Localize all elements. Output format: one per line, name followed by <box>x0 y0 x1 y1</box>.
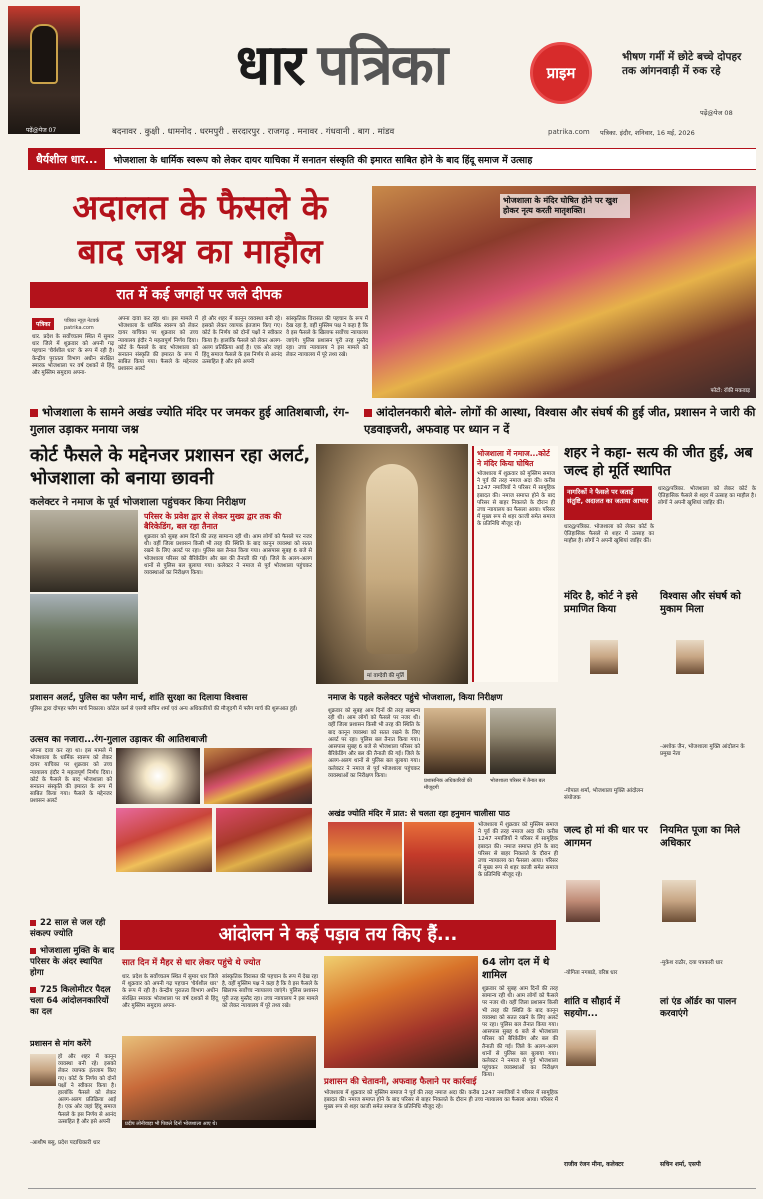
right-sub6: लां एंड ऑर्डर का पालन करवाएंगे <box>660 997 737 1019</box>
right-name5: राजीव रंजन मीना, कलेक्टर <box>564 1161 624 1168</box>
teaser-box[interactable] <box>622 50 754 102</box>
story2-body: शुक्रवार को सुबह आम दिनों की तरह सामान्य रही थी। आम लोगों को फैसले पर नजर थी। वहीं जिला प्रशासन किसी भी तरह की स्थिति के बाद कानून व्यवस्था को सतत रखने के लिए अलर्ट पर रहा। पुलिस बल तैनात किया गया। आसपास सुबह 6 बजे से भोजशाला परिसर को बैरिकेडिंग और बल की तैनाती की गई। जिले के अलग-अलग थानों से पुलिस बल बुलाया गया। कलेक्टर ने नमाज से पूर्व भोजशाला पहुंचकर व्यवस्थाओं का निरीक्षण किया। <box>144 534 312 577</box>
collector-photo-2 <box>490 708 556 774</box>
right-name1: -गोपाल शर्मा, भोजशाला मुक्ति आंदोलन संयोजक <box>564 788 644 801</box>
sub-banner-right-text: आंदोलनकारी बोले- लोगों की आस्था, विश्वास और संघर्ष की हुई जीत, प्रशासन ने जारी की एडवाइजरी, अफवाह पर ध्यान न दें <box>364 405 756 436</box>
patrika-logo: पत्रिका <box>32 318 54 330</box>
portrait-3 <box>566 880 600 922</box>
sidebar-title: भोजशाला में नमाज...कोर्ट ने मंदिर किया घोषित <box>477 449 550 468</box>
lead-col-1: धार. प्रदेश के सर्वोच्चतम स्थित में सुमार धार जिले में शुक्रवार को अपनी गढ़ पहचान 'धैर्यशील धार' के रूप में रही है। केन्द्रीय पुरातत्व विभाग अधीन संरक्षित स्मारक भोजशाला पर वर्ष दशकों से हिंदू और मुस्लिम समुदाय अपना- <box>32 334 114 377</box>
lead-byline: पत्रिका न्यूज़ नेटवर्क patrika.com <box>64 318 100 331</box>
flag-march-body: पुलिस द्वारा दोपहर फ्लैग मार्च निकाला। कोटेल कर्म से एसपी सचिन शर्मा एवं अन्य अधिकारियों की मौजूदगी में फ्लैग मार्च की शुरूआत हुई। <box>30 706 298 712</box>
story2-deck: कलेक्टर ने नमाज के पूर्व भोजशाला पहुंचकर किया निरीक्षण <box>30 497 246 508</box>
warning-text: प्रशासन की चेतावनी, अफवाह फैलाने पर कार्रवाई <box>324 1077 477 1087</box>
right-name4: -योगिता नगबाडे, वरिष्ठ धार <box>564 970 618 976</box>
site-url[interactable]: patrika.com <box>548 128 590 136</box>
utsav-photo-1 <box>204 748 312 804</box>
title-dhar: धार <box>235 32 304 98</box>
bullet-2 <box>30 946 116 979</box>
warning-body: भोजशाला में शुक्रवार को मुस्लिम समाज ने पूर्व की तरह नमाज अदा की। करीब 1247 नमाजियों ने परिसर में सामूहिक इबादत की। नमाज समाप्त होने के बाद परिसर से बाहर निकलते के दौरान ही उच्च न्यायालय का फैसला आया। परिसर में मुख्य रूप से शहर काजी समेत समाज के प्रतिनिधि मौजूद रहे। <box>324 1090 558 1111</box>
right-name3: -मुकेश राठौर, दया पत्रकारी धार <box>660 960 723 966</box>
teaser-text: भीषण गर्मी में छोटे बच्चे दोपहर तक आंगनवाड़ी में रुक रहे <box>622 51 742 77</box>
photo-credit: फोटो: रॉकी मकवाड़ <box>710 388 750 394</box>
right-sub5: शांति व सौहार्द में सहयोग... <box>564 997 621 1019</box>
banner-tag: धैर्यशील धार... <box>28 149 105 169</box>
warning-headline <box>324 1076 558 1087</box>
lead-col-3: हो और शहर में कानून व्यवस्था बनी रहे। इसको लेकर व्यापक इंतजाम किए गए। कोर्ट के निर्णय को दोनों पक्षों ने स्वीकार किया है। हालांकि फैसले को लेकर अलग-अलग प्रतिक्रिया आई है। एक ओर जहां हिंदू समाज फैसले के इस निर्णय से आनंद उत्साहित है और इसे अपनी <box>202 316 282 366</box>
masthead-title <box>176 28 506 98</box>
sub-banner-right <box>364 404 756 440</box>
portrait-1 <box>590 640 618 674</box>
hanuman-headline: अखंड ज्योति मंदिर में प्रात: से चलता रहा हनुमान चालीसा पाठ <box>328 809 510 818</box>
story2-photo-2 <box>30 594 138 684</box>
portrait-4 <box>662 880 696 922</box>
bullet-square <box>30 409 38 417</box>
story2-headline: कोर्ट फैसले के मद्देनजर प्रशासन रहा अलर्ट, भोजशाला को बनाया छावनी <box>30 445 311 489</box>
demand-headline: प्रशासन से मांग करेंगे <box>30 1039 91 1048</box>
collector-cap-left: प्रशासनिक अधिकारियों की मौजूदगी <box>424 778 473 791</box>
right-sub3: जल्द हो मां की धार पर आगमन <box>564 825 648 849</box>
teaser-page-ref: पढ़ें@पेज 08 <box>700 109 733 117</box>
sub-banner-left-text: भोजशाला के सामने अखंड ज्योति मंदिर पर जमकर हुई आतिशबाजी, रंग-गुलाल उड़ाकर मनाया जश्न <box>30 405 350 436</box>
story2-photo-1 <box>30 510 138 592</box>
andolan-photo-collage <box>324 956 478 1068</box>
lead-subhead: रात में कई जगहों पर जले दीपक <box>30 282 368 308</box>
title-patrika: पत्रिका <box>317 32 447 98</box>
statue-caption: मां वाग्देवी की मूर्ति <box>364 670 407 680</box>
deity-figure <box>30 24 58 84</box>
demand-body: हो और शहर में कानून व्यवस्था बनी रहे। इसको लेकर व्यापक इंतजाम किए गए। कोर्ट के निर्णय को दोनों पक्षों ने स्वीकार किया है। हालांकि फैसले को लेकर अलग-अलग प्रतिक्रिया आई है। एक ओर जहां हिंदू समाज फैसले के इस निर्णय से आनंद उत्साहित है और इसे अपनी <box>58 1054 116 1125</box>
statue-figure <box>366 464 418 654</box>
right-sub2: विश्वास और संघर्ष को मुकाम मिला <box>660 591 741 615</box>
lead-headline-1: अदालत के फैसले के <box>72 188 328 228</box>
jyoti-body-1: धार. प्रदेश के सर्वोच्चतम स्थित में सुमार धार जिले में शुक्रवार को अपनी गढ़ पहचान 'धैर्यशील धार' के रूप में रही है। केन्द्रीय पुरातत्व विभाग अधीन संरक्षित स्मारक भोजशाला पर वर्ष दशकों से हिंदू और मुस्लिम समुदाय अपना- <box>122 974 218 1009</box>
bullet-square <box>30 987 36 993</box>
top-banner <box>28 148 756 170</box>
andolan-banner: आंदोलन ने कई पड़ाव तय किए हैं... <box>120 920 556 950</box>
bullet-list <box>30 918 116 1018</box>
dal-headline: 64 लोग दल में थे शामिल <box>482 957 550 981</box>
dal-body: शुक्रवार को सुबह आम दिनों की तरह सामान्य रही थी। आम लोगों को फैसले पर नजर थी। वहीं जिला प्रशासन किसी भी तरह की स्थिति के बाद कानून व्यवस्था को सतत रखने के लिए अलर्ट पर रहा। पुलिस बल तैनात किया गया। आसपास सुबह 6 बजे से भोजशाला परिसर को बैरिकेडिंग और बल की तैनाती की गई। जिले के अलग-अलग थानों से पुलिस बल बुलाया गया। कलेक्टर ने नमाज से पूर्व भोजशाला पहुंचकर व्यवस्थाओं का निरीक्षण किया। <box>482 986 558 1079</box>
collector-photo-1 <box>424 708 486 774</box>
right-sub1: मंदिर है, कोर्ट ने इसे प्रमाणित किया <box>564 591 638 615</box>
bullet-square <box>30 920 36 926</box>
photo-caption: भोजशाला के मंदिर घोषित होने पर खुश होकर नृत्य करती मातृशक्ति। <box>500 194 630 218</box>
sub-banner-left <box>30 404 360 440</box>
utsav-headline: उत्सव का नजारा...रंग-गुलाल उड़ाकर की आतिशबाजी <box>30 735 208 745</box>
bullet-square <box>364 409 372 417</box>
masthead-left-photo <box>8 6 80 134</box>
story2-kicker: परिसर के प्रवेश द्वार से लेकर मुख्य द्वार तक की बैरिकेडिंग, बल रहा तैनात <box>144 512 282 531</box>
utsav-body: अपना दावा कर रहा था। इस मामले में भोजशाला के धार्मिक स्वरूप को लेकर दायर याचिका पर शुक्रवार को उच्च न्यायालय इंदौर ने महत्वपूर्ण निर्णय दिया। कोर्ट के फैसले के बाद भोजशाला को सनातन संस्कृति की इमारत के रूप में साबित किया गया। फैसले के मद्देनजर प्रशासन अलर्ट <box>30 748 112 805</box>
utsav-photo-2 <box>116 808 212 872</box>
bullet-2-text: भोजशाला मुक्ति के बाद परिसर के अंदर स्थापित होगा <box>30 946 115 978</box>
prime-label: प्राइम <box>546 64 576 82</box>
hanuman-body: भोजशाला में शुक्रवार को मुस्लिम समाज ने पूर्व की तरह नमाज अदा की। करीब 1247 नमाजियों ने परिसर में सामूहिक इबादत की। नमाज समाप्त होने के बाद परिसर से बाहर निकलते के दौरान ही उच्च न्यायालय का फैसला आया। परिसर में मुख्य रूप से शहर काजी समेत समाज के प्रतिनिधि मौजूद रहे। <box>478 822 558 879</box>
lead-col-2: अपना दावा कर रहा था। इस मामले में भोजशाला के धार्मिक स्वरूप को लेकर दायर याचिका पर शुक्रवार को उच्च न्यायालय इंदौर ने महत्वपूर्ण निर्णय दिया। कोर्ट के फैसले के बाद भोजशाला को सनातन संस्कृति की इमारत के रूप में साबित किया गया। फैसले के मद्देनजर प्रशासन अलर्ट <box>118 316 198 373</box>
collector-body: शुक्रवार को सुबह आम दिनों की तरह सामान्य रही थी। आम लोगों को फैसले पर नजर थी। वहीं जिला प्रशासन किसी भी तरह की स्थिति के बाद कानून व्यवस्था को सतत रखने के लिए अलर्ट पर रहा। पुलिस बल तैनात किया गया। आसपास सुबह 6 बजे से भोजशाला परिसर को बैरिकेडिंग और बल की तैनाती की गई। जिले के अलग-अलग थानों से पुलिस बल बुलाया गया। कलेक्टर ने नमाज से पूर्व भोजशाला पहुंचकर व्यवस्थाओं का निरीक्षण किया। <box>328 708 420 779</box>
hanuman-photo-1 <box>328 822 402 904</box>
jyoti-photo-caption: प्रदीप लोनीवाड़ा भी पिछले दिनों भोजशाला आए थे। <box>122 1120 316 1128</box>
right-box: नागरिकों ने फैसले पर जताई संतुष्टि, अदालत का जताया आभार <box>564 486 652 520</box>
bullet-3-text: 725 किलोमीटर पैदल चला 64 आंदोलनकारियों का दल <box>30 985 111 1017</box>
jyoti-body-2: सांस्कृतिक विरासत की पहचान के रूप में देख रहा है, वहीं मुस्लिम पक्ष ने कहा है कि वे इस फैसले के खिलाफ सर्वोच्च न्यायालय जाएंगे। पुलिस प्रशासन पूरी तरह मुस्तैद रहा। उच्च न्यायालय ने इस मामले को लेकर न्यायालय में पूरे तथ्य रखे। <box>222 974 318 1009</box>
bullet-square <box>30 948 36 954</box>
demand-portrait <box>30 1054 56 1086</box>
banner-text: भोजशाला के धार्मिक स्वरूप को लेकर दायर याचिका में सनातन संस्कृति की इमारत साबित होने के बाद हिंदू समाज में उत्साह <box>113 154 533 166</box>
jyoti-photo <box>122 1036 316 1128</box>
bullet-1-text: 22 साल से जल रही संकल्प ज्योति <box>30 918 106 939</box>
right-body-2: धार@पत्रिका. भोजशाला को लेकर कोर्ट के ऐतिहासिक फैसले से शहर में उत्साह का माहौल है। लोगों ने अपनी खुशियां जाहिर कीं। <box>658 486 756 507</box>
left-page-ref: पढ़ें@पेज 07 <box>26 127 57 134</box>
sidebar-body: भोजशाला में शुक्रवार को मुस्लिम समाज ने पूर्व की तरह नमाज अदा की। करीब 1247 नमाजियों ने परिसर में सामूहिक इबादत की। नमाज समाप्त होने के बाद परिसर से बाहर निकलते के दौरान ही उच्च न्यायालय का फैसला आया। परिसर में मुख्य रूप से शहर काजी समेत समाज के प्रतिनिधि मौजूद रहे। <box>477 471 555 528</box>
jyoti-headline: सात दिन में मैहर से धार लेकर पहुंचे थे ज्योत <box>122 958 261 968</box>
towns-strip: बदनावर . कुक्षी . धामनोद . धरमपुरी . सरदारपुर . राजगढ़ . मनावर . गंधवानी . बाग . मांडव <box>112 127 395 137</box>
vagdevi-statue-photo <box>316 444 468 684</box>
flag-march-headline: प्रशासन अलर्ट, पुलिस का फ्लैग मार्च, शांति सुरक्षा का दिलाया विश्वास <box>30 693 248 703</box>
collector-headline: नमाज के पहले कलेक्टर पहुंचे भोजशाला, किया निरीक्षण <box>328 693 503 703</box>
right-name2: -अशोक जैन, भोजशाला मुक्ति आंदोलन के प्रमुख नेता <box>660 744 745 757</box>
portrait-2 <box>676 640 704 674</box>
prime-badge <box>530 42 592 104</box>
collector-cap-right: भोजशाला परिसर में तैनात बल <box>490 778 545 784</box>
right-body: धार@पत्रिका. भोजशाला को लेकर कोर्ट के ऐतिहासिक फैसले से शहर में उत्साह का माहौल है। लोगों ने अपनी खुशियां जाहिर कीं। <box>564 524 654 545</box>
bullet-1 <box>30 918 116 940</box>
utsav-photo-3 <box>216 808 312 872</box>
right-name6: सचिन शर्मा, एसपी <box>660 1161 701 1168</box>
sidebar-box <box>472 446 558 682</box>
portrait-5 <box>566 1030 596 1066</box>
lead-col-4: सांस्कृतिक विरासत की पहचान के रूप में देख रहा है, वहीं मुस्लिम पक्ष ने कहा है कि वे इस फैसले के खिलाफ सर्वोच्च न्यायालय जाएंगे। पुलिस प्रशासन पूरी तरह मुस्तैद रहा। उच्च न्यायालय ने इस मामले को लेकर न्यायालय में पूरे तथ्य रखे। <box>286 316 368 359</box>
right-headline: शहर ने कहा- सत्य की जीत हुई, अब जल्द हो मूर्ति स्थापित <box>564 445 753 479</box>
footer-rule <box>28 1188 756 1189</box>
right-sub4: नियमित पूजा का मिले अधिकार <box>660 825 740 849</box>
lead-headline-2: बाद जश्न का माहौल <box>77 232 323 272</box>
hanuman-photo-2 <box>404 822 474 904</box>
lead-photo <box>372 186 756 398</box>
demand-name: -आशीष बसु, प्रदेश पदाधिकारी धार <box>30 1140 100 1146</box>
bullet-3 <box>30 985 116 1018</box>
edition-line: पत्रिका. इंदौर, शनिवार, 16 मई, 2026 <box>600 129 695 137</box>
utsav-photo-fireworks <box>116 748 200 804</box>
